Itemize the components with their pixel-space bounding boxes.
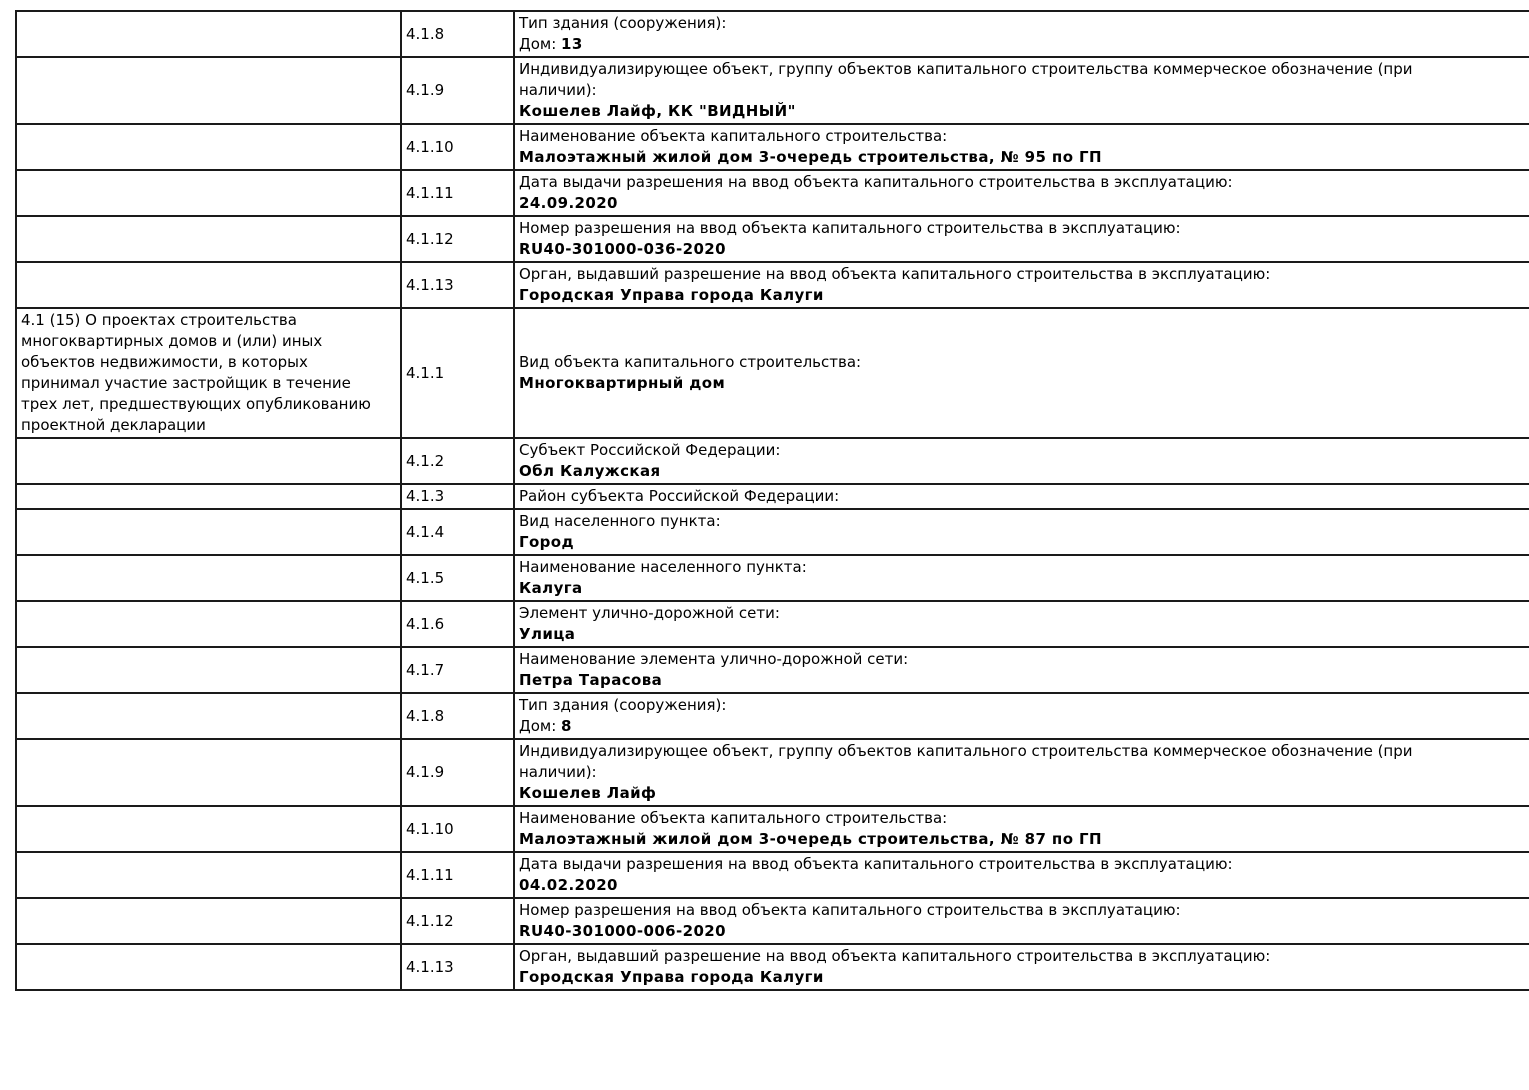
field-label: Индивидуализирующее объект, группу объектов капитального строительства коммерческое обозначение (при наличии): — [519, 742, 1413, 781]
field-value: Петра Тарасова — [519, 671, 663, 689]
field-value-line — [519, 578, 1529, 599]
field-label: Наименование объекта капитального строительства: — [519, 809, 948, 827]
code-cell — [401, 601, 514, 647]
code-cell — [401, 555, 514, 601]
field-label: Наименование объекта капитального строительства: — [519, 127, 948, 145]
field-label: Дата выдачи разрешения на ввод объекта капитального строительства в эксплуатацию: — [519, 173, 1233, 191]
table-row — [16, 124, 1529, 170]
row-code: 4.1.8 — [406, 706, 445, 725]
field-value-line — [519, 783, 1529, 804]
code-cell — [401, 124, 514, 170]
table-row — [16, 57, 1529, 124]
section-cell — [16, 647, 401, 693]
row-code: 4.1.3 — [406, 487, 445, 505]
table-row — [16, 898, 1529, 944]
field-value-line — [519, 967, 1529, 988]
field-value-prefix: Дом: — [519, 717, 562, 735]
row-code: 4.1.13 — [406, 957, 454, 976]
code-cell — [401, 898, 514, 944]
field-value-line — [519, 624, 1529, 645]
code-cell — [401, 693, 514, 739]
row-code: 4.1.12 — [406, 911, 454, 930]
table-row — [16, 11, 1529, 57]
section-cell — [16, 898, 401, 944]
field-value-line — [519, 34, 1529, 55]
field-value-line — [519, 193, 1529, 214]
field-label: Наименование элемента улично-дорожной сети: — [519, 650, 909, 668]
table-row — [16, 555, 1529, 601]
content-cell — [514, 944, 1529, 990]
field-value-line — [519, 461, 1529, 482]
row-code: 4.1.11 — [406, 183, 454, 202]
code-cell — [401, 170, 514, 216]
section-cell — [16, 944, 401, 990]
field-value-line — [519, 147, 1529, 168]
field-value-line — [519, 532, 1529, 553]
section-cell — [16, 11, 401, 57]
field-value: Городская Управа города Калуги — [519, 968, 824, 986]
table-row — [16, 262, 1529, 308]
field-value: Кошелев Лайф, КК "ВИДНЫЙ" — [519, 102, 796, 120]
content-cell — [514, 806, 1529, 852]
code-cell — [401, 647, 514, 693]
code-cell — [401, 438, 514, 484]
table-row — [16, 601, 1529, 647]
section-cell — [16, 308, 401, 438]
content-cell — [514, 555, 1529, 601]
content-cell — [514, 216, 1529, 262]
table-row — [16, 484, 1529, 509]
code-cell — [401, 216, 514, 262]
code-cell — [401, 739, 514, 806]
field-value-line — [519, 716, 1529, 737]
row-code: 4.1.2 — [406, 451, 445, 470]
content-cell — [514, 601, 1529, 647]
section-cell — [16, 262, 401, 308]
code-cell — [401, 806, 514, 852]
row-code: 4.1.6 — [406, 614, 445, 633]
table-row — [16, 647, 1529, 693]
code-cell — [401, 262, 514, 308]
section-cell — [16, 601, 401, 647]
field-value-line — [519, 373, 1529, 394]
table-row — [16, 509, 1529, 555]
content-cell — [514, 308, 1529, 438]
content-cell — [514, 647, 1529, 693]
code-cell — [401, 57, 514, 124]
table-row — [16, 806, 1529, 852]
field-label: Наименование населенного пункта: — [519, 558, 807, 576]
row-code: 4.1.12 — [406, 229, 454, 248]
section-cell — [16, 57, 401, 124]
table-row — [16, 852, 1529, 898]
document-page — [0, 10, 1529, 1090]
row-code: 4.1.1 — [406, 363, 445, 382]
row-code: 4.1.10 — [406, 137, 454, 156]
code-cell — [401, 852, 514, 898]
field-value-line — [519, 921, 1529, 942]
row-code: 4.1.7 — [406, 660, 445, 679]
field-label: Вид объекта капитального строительства: — [519, 353, 862, 371]
section-cell — [16, 693, 401, 739]
row-code: 4.1.9 — [406, 81, 445, 99]
code-cell — [401, 308, 514, 438]
field-value: Обл Калужская — [519, 462, 661, 480]
content-cell — [514, 124, 1529, 170]
field-value: Кошелев Лайф — [519, 784, 657, 802]
declaration-table — [15, 10, 1529, 991]
field-value: 13 — [561, 35, 583, 53]
row-code: 4.1.4 — [406, 522, 445, 541]
content-cell — [514, 57, 1529, 124]
row-code: 4.1.13 — [406, 275, 454, 294]
field-value-line — [519, 239, 1529, 260]
field-value-line — [519, 829, 1529, 850]
section-cell — [16, 555, 401, 601]
section-cell — [16, 509, 401, 555]
field-value: 04.02.2020 — [519, 876, 618, 894]
code-cell — [401, 509, 514, 555]
section-cell — [16, 484, 401, 509]
content-cell — [514, 484, 1529, 509]
section-cell — [16, 438, 401, 484]
row-code: 4.1.11 — [406, 865, 454, 884]
row-code: 4.1.10 — [406, 819, 454, 838]
content-cell — [514, 262, 1529, 308]
declaration-table-body — [16, 11, 1529, 990]
field-value: Городская Управа города Калуги — [519, 286, 824, 304]
field-label: Номер разрешения на ввод объекта капитального строительства в эксплуатацию: — [519, 219, 1181, 237]
section-cell — [16, 216, 401, 262]
field-value-line — [519, 101, 1529, 122]
field-label: Тип здания (сооружения): — [519, 696, 727, 714]
field-label: Тип здания (сооружения): — [519, 14, 727, 32]
table-row — [16, 693, 1529, 739]
field-value-line — [519, 875, 1529, 896]
field-label: Район субъекта Российской Федерации: — [519, 487, 840, 505]
code-cell — [401, 484, 514, 509]
field-label: Индивидуализирующее объект, группу объектов капитального строительства коммерческое обозначение (при наличии): — [519, 60, 1413, 99]
content-cell — [514, 693, 1529, 739]
field-value: Улица — [519, 625, 576, 643]
field-value-line — [519, 670, 1529, 691]
section-cell — [16, 739, 401, 806]
field-label: Субъект Российской Федерации: — [519, 441, 781, 459]
section-description: 4.1 (15) О проектах строительства многоквартирных домов и (или) иных объектов недвижимости, в которых принимал участие застройщик в течение трех лет, предшествующих опубликованию проектной декларации — [21, 311, 371, 434]
field-value: Малоэтажный жилой дом 3-очередь строительства, № 95 по ГП — [519, 148, 1102, 166]
section-cell — [16, 852, 401, 898]
content-cell — [514, 739, 1529, 806]
table-row — [16, 216, 1529, 262]
field-value-prefix: Дом: — [519, 35, 562, 53]
table-row — [16, 308, 1529, 438]
code-cell — [401, 11, 514, 57]
code-cell — [401, 944, 514, 990]
field-value: Многоквартирный дом — [519, 374, 726, 392]
field-value: Город — [519, 533, 575, 551]
content-cell — [514, 898, 1529, 944]
section-cell — [16, 806, 401, 852]
field-label: Номер разрешения на ввод объекта капитального строительства в эксплуатацию: — [519, 901, 1181, 919]
field-value: 24.09.2020 — [519, 194, 618, 212]
field-label: Орган, выдавший разрешение на ввод объекта капитального строительства в эксплуатацию: — [519, 265, 1271, 283]
table-row — [16, 944, 1529, 990]
row-code: 4.1.8 — [406, 24, 445, 43]
field-value: RU40-301000-036-2020 — [519, 240, 726, 258]
field-label: Орган, выдавший разрешение на ввод объекта капитального строительства в эксплуатацию: — [519, 947, 1271, 965]
content-cell — [514, 509, 1529, 555]
field-value: 8 — [561, 717, 572, 735]
section-cell — [16, 124, 401, 170]
section-cell — [16, 170, 401, 216]
content-cell — [514, 11, 1529, 57]
content-cell — [514, 852, 1529, 898]
field-value: Малоэтажный жилой дом 3-очередь строительства, № 87 по ГП — [519, 830, 1102, 848]
content-cell — [514, 170, 1529, 216]
table-row — [16, 170, 1529, 216]
row-code: 4.1.5 — [406, 568, 445, 587]
field-value: Калуга — [519, 579, 583, 597]
row-code: 4.1.9 — [406, 763, 445, 781]
field-value-line — [519, 285, 1529, 306]
field-label: Дата выдачи разрешения на ввод объекта капитального строительства в эксплуатацию: — [519, 855, 1233, 873]
table-row — [16, 739, 1529, 806]
content-cell — [514, 438, 1529, 484]
field-label: Элемент улично-дорожной сети: — [519, 604, 780, 622]
table-row — [16, 438, 1529, 484]
field-value: RU40-301000-006-2020 — [519, 922, 726, 940]
field-label: Вид населенного пункта: — [519, 512, 721, 530]
